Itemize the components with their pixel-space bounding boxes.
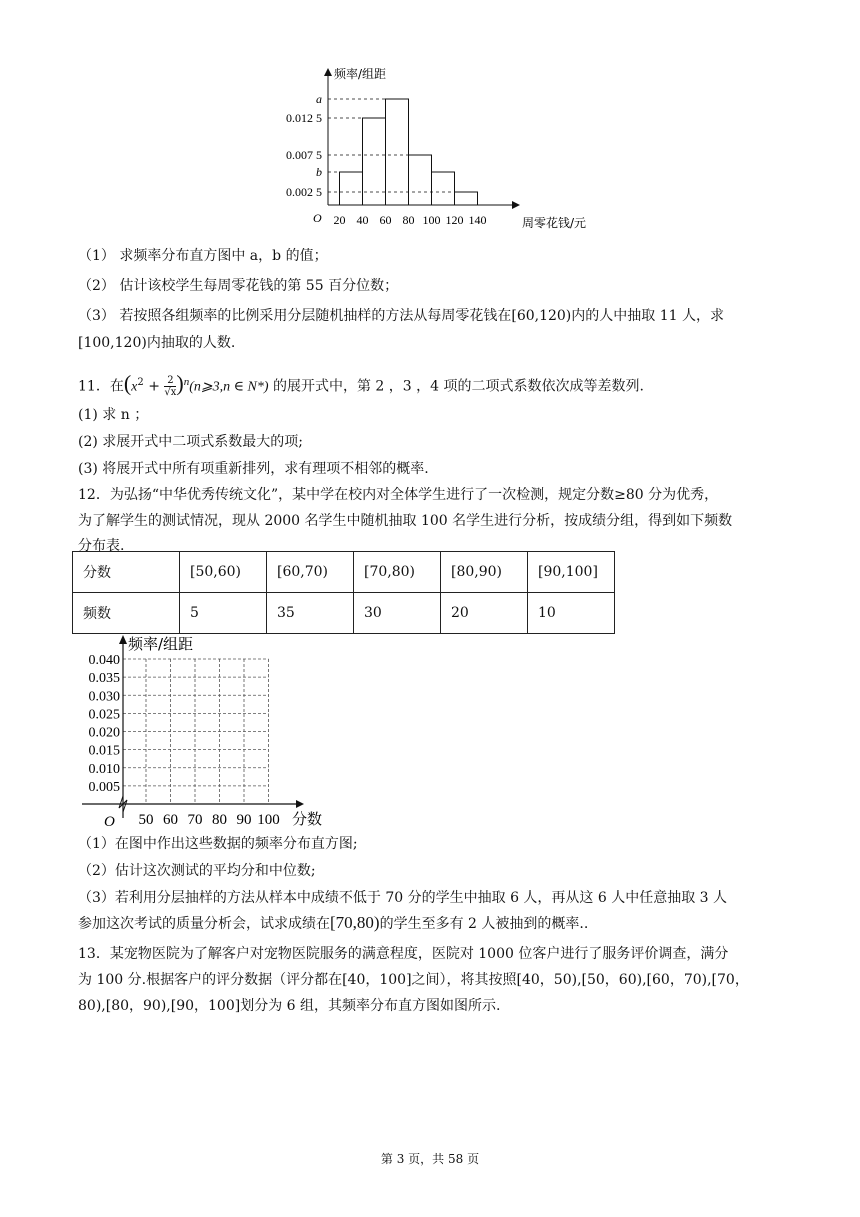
q10-part1: （1） 求频率分布直方图中 a，b 的值； [78,248,328,264]
q11-var-x: x [131,379,138,395]
y-axis-arrow [119,635,127,644]
x-tick-label: 40 [356,213,369,227]
q12-part3-post: 的学生至多有 2 人被抽到的概率.. [379,916,589,932]
q11-stem: 11．在($x^2$ + $\frac{2}{√x}$ )$^n$(n⩾3,n ∈ N*) 的展开式中，第 2 ，3 ，4 项的二项式系数依次成等差数列. [78,370,644,399]
q12-part2: （2）估计这次测试的平均分和中位数; [78,863,316,879]
q10-part2: （2） 估计该校学生每周零花钱的第 55 百分位数； [78,278,399,294]
q13-stem-line1: 13．某宠物医院为了解客户对宠物医院服务的满意程度，医院对 1000 位客户进行了服务评价调查，满分 [78,946,729,962]
y-tick-label: 0.012 5 [286,111,322,125]
table-cell-group: [70,80) [354,552,441,593]
origin-label: O [104,814,115,830]
q11-frac-den: √x [164,387,177,399]
x-axis-arrow [512,201,520,209]
page-number-footer: 第 3 页，共 58 页 [380,1152,480,1166]
q11-exp-2: 2 [137,377,144,388]
y-tick-label: 0.025 [88,707,120,723]
y-tick-label: 0.040 [88,653,120,668]
table-cell-count: 35 [267,593,354,634]
q12-part3-line2 [78,913,588,934]
x-tick-label: 100 [422,213,441,227]
origin-label: O [313,211,322,225]
x-axis-label: 周零花钱/元 [522,216,587,230]
histogram-bar [409,155,432,205]
table-cell-group: [80,90) [441,552,528,593]
table-header-score: 分数 [73,552,180,593]
x-tick-label: 20 [333,213,346,227]
q12-stem-line1: 12．为弘扬“中华优秀传统文化”，某中学在校内对全体学生进行了一次检测，规定分数≥80 分为优秀， [78,487,719,503]
frequency-table [72,551,615,634]
table-row-scores [73,552,615,593]
x-tick-label: 100 [257,812,280,828]
q11-exp-n: n [183,376,190,388]
score-histogram-grid [0,632,860,832]
q10-part3-line2: [100,120)内抽取的人数. [78,335,236,351]
y-tick-label: 0.007 5 [286,148,322,162]
histogram-bar [455,192,478,205]
y-tick-label: 0.030 [88,689,120,705]
q11-fraction [164,375,176,398]
x-tick-label: 70 [187,812,203,828]
x-tick-label: 140 [468,213,487,227]
q13-stem-line3: 80),[80，90),[90，100]划分为 6 组，其频率分布直方图如图所示. [78,998,501,1014]
q11-prefix: 11．在 [78,378,124,395]
q12-stem-line2: 为了解学生的测试情况，现从 2000 名学生中随机抽取 100 名学生进行分析，按成绩分组，得到如下频数 [78,513,733,529]
y-tick-label: b [316,165,322,179]
table-cell-group: [50,60) [180,552,267,593]
q12-part1: （1）在图中作出这些数据的频率分布直方图; [78,836,358,852]
x-tick-label: 80 [212,812,227,828]
y-axis-arrow [324,68,332,76]
y-axis-label: 频率/组距 [128,635,194,653]
y-tick-label: 0.015 [88,743,120,759]
q11-suffix: 的展开式中，第 2 ，3 ，4 项的二项式系数依次成等差数列. [268,378,644,395]
q11-part1: (1) 求 n ； [78,407,149,423]
table-cell-group: [60,70) [267,552,354,593]
q13-stem-line2: 为 100 分.根据客户的评分数据（评分都在[40，100]之间），将其按照[40，50),[50，60),[60，70),[70， [78,972,749,988]
q12-stem-line3: 分布表. [78,538,125,554]
table-header-count: 频数 [73,593,180,634]
x-tick-label: 60 [163,812,178,828]
q12-interval: [70,80) [330,913,380,932]
y-tick-label: 0.010 [88,761,120,777]
x-tick-label: 50 [138,812,154,828]
x-axis-label: 分数 [292,810,323,828]
q10-part3-line1: （3） 若按照各组频率的比例采用分层随机抽样的方法从每周零花钱在[60,120)内的人中抽取 11 人，求 [78,308,724,324]
q11-part2: (2) 求展开式中二项式系数最大的项; [78,434,303,450]
table-cell-count: 20 [441,593,528,634]
histogram-bar [432,172,455,205]
table-row-counts [73,593,615,634]
y-tick-label: 0.005 [88,779,120,795]
y-tick-label: 0.002 5 [286,185,322,199]
q11-part3: (3) 将展开式中所有项重新排列，求有理项不相邻的概率. [78,461,429,477]
y-tick-label: 0.035 [88,671,120,687]
histogram-1-group [286,66,586,230]
x-tick-label: 90 [236,812,252,828]
pocket-money-histogram [0,62,860,302]
q11-condition: (n⩾3,n ∈ N*) [189,379,269,395]
table-cell-count: 5 [180,593,267,634]
x-tick-label: 60 [379,213,392,227]
table-cell-count: 10 [528,593,615,634]
q12-part3-pre: 参加这次考试的质量分析会，试求成绩在 [78,916,330,932]
histogram-bar [340,172,363,205]
y-axis-label: 频率/组距 [334,67,387,81]
q11-frac-num: 2 [164,375,176,387]
q12-part3-line1: （3）若利用分层抽样的方法从样本中成绩不低于 70 分的学生中抽取 6 人，再从这 6 人中任意抽取 3 人 [78,890,728,906]
y-tick-label: a [316,92,322,106]
histogram-bar [386,99,409,205]
y-tick-label: 0.020 [88,725,120,741]
histogram-2-group [82,635,322,830]
x-tick-label: 120 [445,213,464,227]
x-tick-label: 80 [402,213,415,227]
table-cell-group: [90,100] [528,552,615,593]
x-axis-arrow [296,800,304,808]
table-cell-count: 30 [354,593,441,634]
